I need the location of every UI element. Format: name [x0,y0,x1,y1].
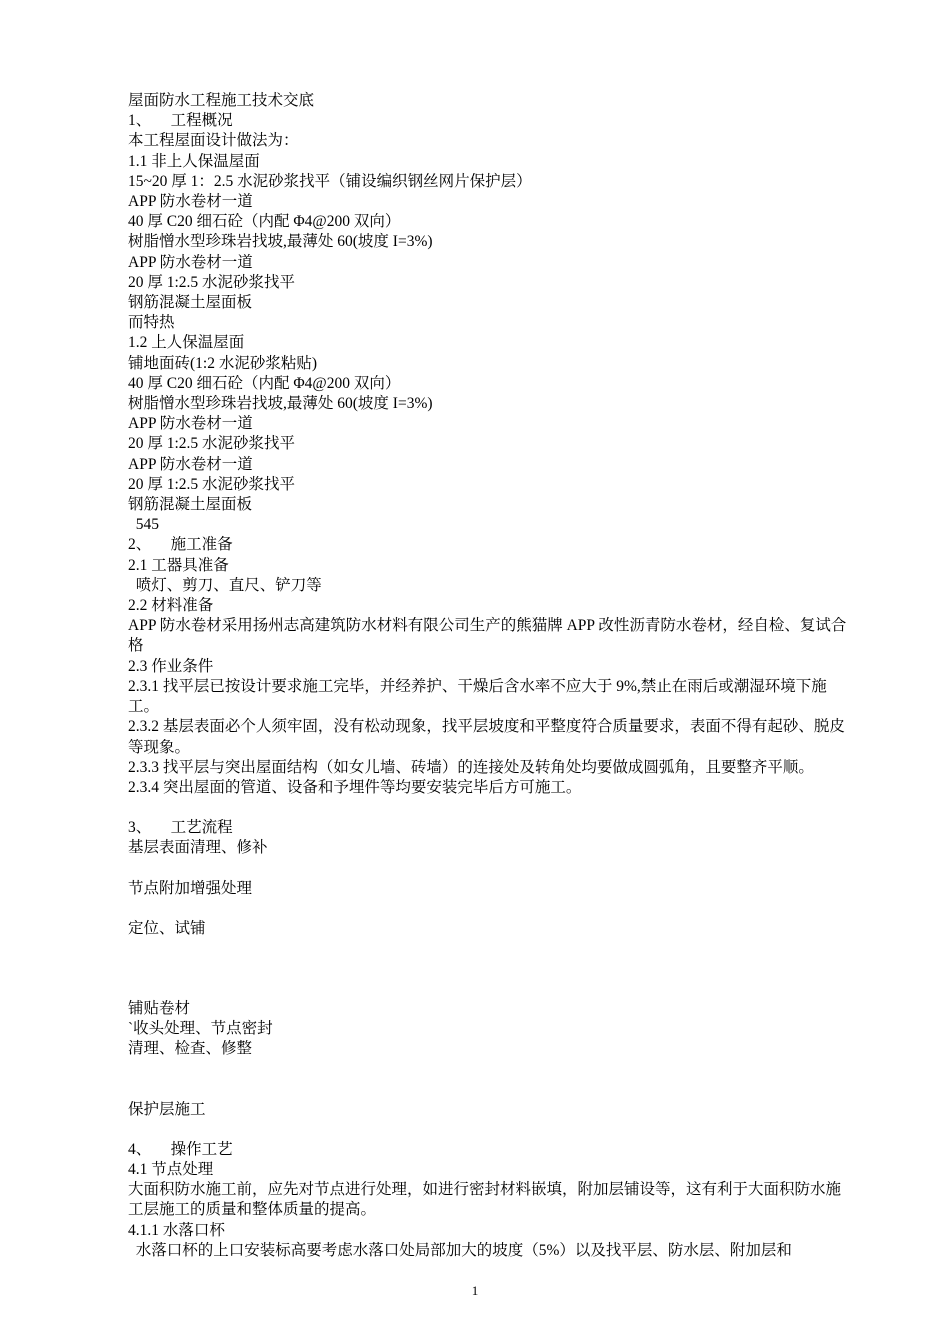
flow-step: 清理、检查、修整 [128,1040,253,1058]
paragraph: APP 防水卷材采用扬州志高建筑防水材料有限公司生产的熊猫牌 APP 改性沥青防水卷材，经自检、复试合格 [128,617,847,655]
flow-step: 铺贴卷材 [128,999,191,1017]
paragraph: 本工程屋面设计做法为： [128,132,299,150]
flow-step: 基层表面清理、修补 [128,839,268,857]
list-item: 40 厚 C20 细石砼（内配 Φ4@200 双向） [128,374,401,392]
blank-line [128,798,848,818]
list-item: 2.3.2 基层表面必个人须牢固，没有松动现象，找平层坡度和平整度符合质量要求，表面不得有起砂、脱皮等现象。 [128,718,845,756]
list-item: 2.3.1 找平层已按设计要求施工完毕，并经养护、干燥后含水率不应大于 9%,禁止在雨后或潮湿环境下施工。 [128,677,827,716]
document-title: 屋面防水工程施工技术交底 [128,92,315,109]
list-item: 15~20 厚 1：2.5 水泥砂浆找平（铺设编织钢丝网片保护层） [128,172,532,190]
list-item: APP 防水卷材一道 [128,415,253,433]
page-number: 1 [471,1283,479,1298]
list-item: 20 厚 1:2.5 水泥砂浆找平 [128,435,296,453]
section-heading: 2、 施工准备 [128,536,233,554]
list-item: 而特热 [128,314,175,332]
list-item: 树脂憎水型珍珠岩找坡,最薄处 60(坡度 I=3%) [128,395,433,413]
paragraph: 喷灯、剪刀、直尺、铲刀等 [128,576,322,594]
list-item: 40 厚 C20 细石砼（内配 Φ4@200 双向） [128,213,401,231]
section-heading: 3、 工艺流程 [128,819,233,837]
list-item: 20 厚 1:2.5 水泥砂浆找平 [128,475,296,493]
list-item: 2.3.3 找平层与突出屋面结构（如女儿墙、砖墙）的连接处及转角处均要做成圆弧角，且要整齐平顺。 [128,758,814,776]
list-item: 545 [128,516,159,534]
list-item: 2.3.4 突出屋面的管道、设备和予埋件等均要安装完毕后方可施工。 [128,778,582,796]
list-item: 钢筋混凝土屋面板 [128,496,253,514]
subsection-heading: 2.1 工器具准备 [128,556,229,574]
flow-step: `收头处理、节点密封 [128,1020,273,1038]
flow-step: 节点附加增强处理 [128,879,253,897]
subsection-heading: 2.3 作业条件 [128,657,214,675]
blank-line [128,939,848,999]
subsection-heading: 4.1.1 水落口杯 [128,1221,225,1239]
subsection-heading: 1.2 上人保温屋面 [128,334,245,352]
paragraph: 水落口杯的上口安装标高要考虑水落口处局部加大的坡度（5%）以及找平层、防水层、附加层和 [128,1241,792,1259]
subsection-heading: 2.2 材料准备 [128,597,214,615]
list-item: APP 防水卷材一道 [128,193,253,211]
list-item: APP 防水卷材一道 [128,455,253,473]
blank-line [128,859,848,879]
document-body [128,91,848,1261]
list-item: 钢筋混凝土屋面板 [128,294,253,312]
blank-line [128,1120,848,1140]
subsection-heading: 1.1 非上人保温屋面 [128,152,260,170]
subsection-heading: 4.1 节点处理 [128,1160,214,1178]
list-item: APP 防水卷材一道 [128,253,253,271]
blank-line [128,899,848,919]
paragraph: 大面积防水施工前，应先对节点进行处理，如进行密封材料嵌填，附加层铺设等，这有利于大面积防水施工层施工的质量和整体质量的提高。 [128,1181,842,1219]
list-item: 树脂憎水型珍珠岩找坡,最薄处 60(坡度 I=3%) [128,233,433,251]
list-item: 20 厚 1:2.5 水泥砂浆找平 [128,273,296,291]
flow-step: 保护层施工 [128,1100,206,1118]
blank-line [128,1060,848,1100]
section-heading: 1、 工程概况 [128,112,233,130]
flow-step: 定位、试铺 [128,919,206,937]
list-item: 铺地面砖(1:2 水泥砂浆粘贴) [128,354,318,372]
section-heading: 4、 操作工艺 [128,1140,233,1158]
